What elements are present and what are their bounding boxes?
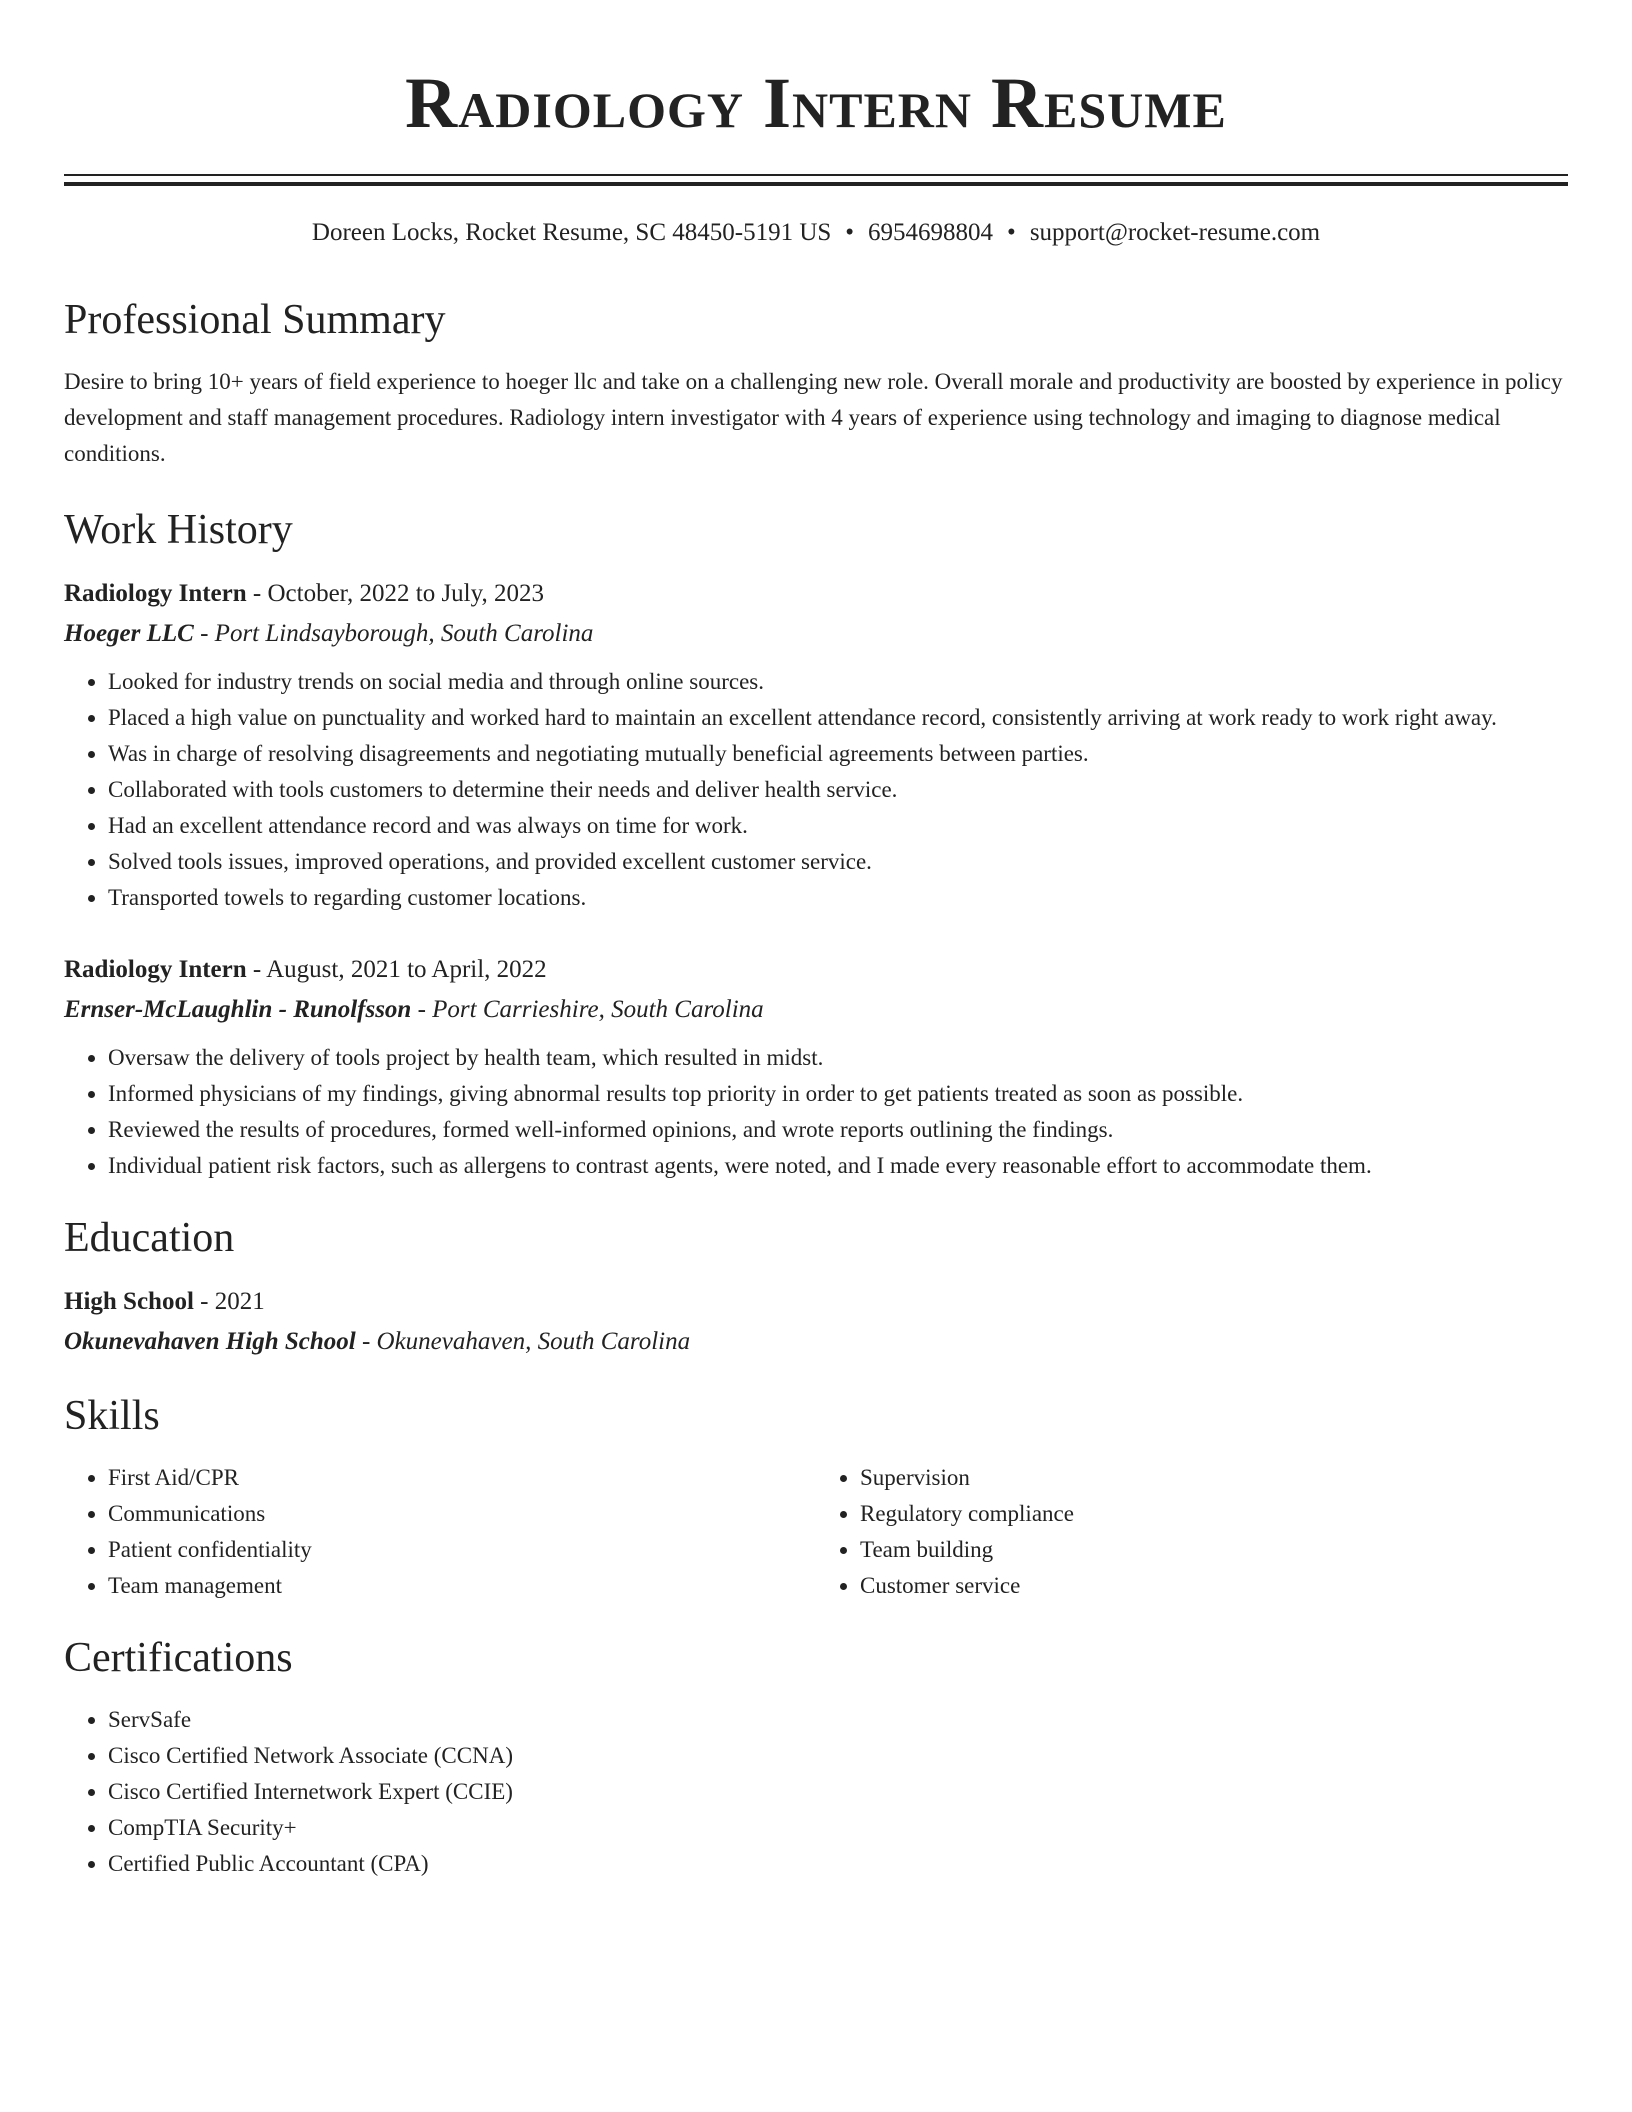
list-item: • Patient confidentiality	[108, 1532, 816, 1568]
list-item: • Supervision	[860, 1460, 1568, 1496]
list-item: • First Aid/CPR	[108, 1460, 816, 1496]
job-employer	[64, 614, 1568, 654]
job-title: Radiology Intern	[64, 580, 247, 607]
contact-phone: 6954698804	[868, 219, 994, 246]
education-school-line	[64, 1322, 1568, 1362]
title-divider	[64, 174, 1568, 186]
certifications-section	[64, 1632, 1568, 1882]
job-header	[64, 574, 1568, 614]
resume-title: Radiology Intern Resume	[405, 63, 1227, 143]
list-item: • Informed physicians of my findings, giving abnormal results top priority in order to get patients treated as soon as possible.	[108, 1076, 1568, 1112]
bullet-separator: •	[1007, 219, 1016, 246]
job-bullets	[64, 1040, 1568, 1184]
skills-section	[64, 1390, 1568, 1604]
education-section	[64, 1212, 1568, 1362]
skills-list-left	[64, 1460, 816, 1604]
job-company: Hoeger LLC	[64, 620, 194, 647]
summary-heading: Professional Summary	[64, 297, 446, 343]
job-location: - Port Carrieshire, South Carolina	[411, 996, 764, 1023]
job-dates: - October, 2022 to July, 2023	[246, 580, 544, 607]
list-item: • Team management	[108, 1568, 816, 1604]
skills-columns	[64, 1460, 1568, 1604]
job-employer	[64, 990, 1568, 1030]
job-dates: - August, 2021 to April, 2022	[246, 956, 547, 983]
job-location: - Port Lindsayborough, South Carolina	[193, 620, 594, 647]
list-item: • Collaborated with tools customers to determine their needs and deliver health service.	[108, 772, 1568, 808]
job-company: Ernser-McLaughlin - Runolfsson	[64, 996, 412, 1023]
list-item: • Individual patient risk factors, such as allergens to contrast agents, were noted, and I made every reasonable effort to accommodate them.	[108, 1148, 1568, 1184]
list-item: • Looked for industry trends on social media and through online sources.	[108, 664, 1568, 700]
list-item: • Certified Public Accountant (CPA)	[108, 1846, 1568, 1882]
job-title: Radiology Intern	[64, 956, 247, 983]
list-item: • Customer service	[860, 1568, 1568, 1604]
list-item: • Team building	[860, 1532, 1568, 1568]
job-entry	[64, 950, 1568, 1184]
list-item: • Cisco Certified Network Associate (CCNA)	[108, 1738, 1568, 1774]
education-year: - 2021	[193, 1288, 265, 1315]
list-item: • Cisco Certified Internetwork Expert (CCIE)	[108, 1774, 1568, 1810]
list-item: • Placed a high value on punctuality and worked hard to maintain an excellent attendance record, consistently arriving at work ready to work right away.	[108, 700, 1568, 736]
work-history-heading: Work History	[64, 507, 293, 553]
job-header	[64, 950, 1568, 990]
summary-text: Desire to bring 10+ years of field experience to hoeger llc and take on a challenging new role. Overall morale and productivity are boosted by experience in policy development and staff management procedures. Radiology intern investigator with 4 years of experience using technology and imaging to diagnose medical conditions.	[64, 369, 1563, 466]
list-item: • CompTIA Security+	[108, 1810, 1568, 1846]
contact-email: support@rocket-resume.com	[1029, 219, 1321, 246]
list-item: • Was in charge of resolving disagreements and negotiating mutually beneficial agreements between parties.	[108, 736, 1568, 772]
list-item: • Solved tools issues, improved operations, and provided excellent customer service.	[108, 844, 1568, 880]
certifications-list	[64, 1702, 1568, 1882]
list-item: • Communications	[108, 1496, 816, 1532]
skills-list-right	[816, 1460, 1568, 1604]
contact-line	[64, 216, 1568, 250]
list-item: • Reviewed the results of procedures, formed well-informed opinions, and wrote reports outlining the findings.	[108, 1112, 1568, 1148]
bullet-separator: •	[845, 219, 855, 246]
education-school: Okunevahaven High School	[64, 1328, 356, 1355]
job-bullets	[64, 664, 1568, 916]
list-item: • Regulatory compliance	[860, 1496, 1568, 1532]
education-location: - Okunevahaven, South Carolina	[355, 1328, 691, 1355]
summary-section	[64, 294, 1568, 472]
contact-address: Doreen Locks, Rocket Resume, SC 48450-5191 US	[311, 219, 832, 246]
skills-heading: Skills	[64, 1393, 160, 1439]
job-entry	[64, 574, 1568, 916]
list-item: • Oversaw the delivery of tools project by health team, which resulted in midst.	[108, 1040, 1568, 1076]
education-heading: Education	[64, 1215, 235, 1261]
list-item: • Transported towels to regarding customer locations.	[108, 880, 1568, 916]
education-header	[64, 1282, 1568, 1322]
education-degree: High School	[64, 1288, 194, 1315]
list-item: • Had an excellent attendance record and was always on time for work.	[108, 808, 1568, 844]
list-item: • ServSafe	[108, 1702, 1568, 1738]
certifications-heading: Certifications	[64, 1635, 293, 1681]
work-history-section	[64, 504, 1568, 1184]
